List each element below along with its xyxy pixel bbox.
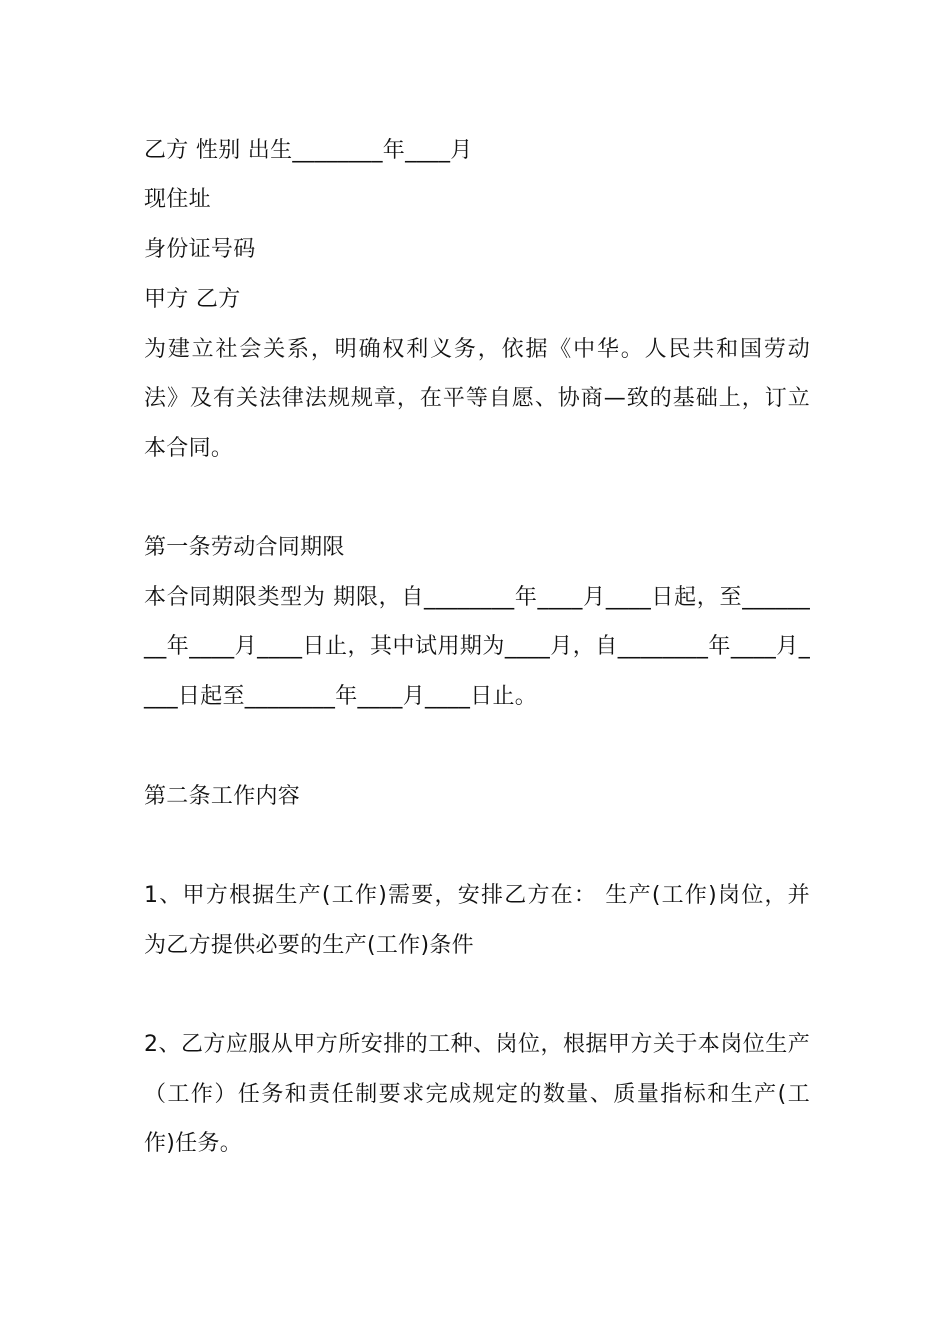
- article-1-line-1: 本合同期限类型为 期限，自________年____月____日起，至______: [144, 585, 810, 610]
- article-1-line-2: __年____月____日止，其中试用期为____月，自________年____月_: [144, 634, 810, 659]
- preamble-line-1: 为建立社会关系，明确权利义务，依据《中华。人民共和国劳动: [144, 337, 810, 362]
- article-1-line-3: ___日起至________年____月____日止。: [144, 684, 538, 709]
- party-b-birth-line: 乙方 性别 出生________年____月: [144, 138, 473, 163]
- clause-1-line-1: 1、甲方根据生产(工作)需要，安排乙方在： 生产(工作)岗位，并: [144, 883, 810, 908]
- article-2-heading: 第二条工作内容: [144, 784, 301, 809]
- id-number-line: 身份证号码: [144, 237, 256, 262]
- clause-2-line-3: 作)任务。: [144, 1131, 243, 1156]
- current-address-line: 现住址: [144, 187, 211, 212]
- preamble-line-3: 本合同。: [144, 436, 234, 461]
- article-1-heading: 第一条劳动合同期限: [144, 535, 345, 560]
- clause-1-line-2: 为乙方提供必要的生产(工作)条件: [144, 933, 474, 958]
- clause-2-line-1: 2、乙方应服从甲方所安排的工种、岗位，根据甲方关于本岗位生产: [144, 1032, 810, 1057]
- parties-line: 甲方 乙方: [144, 287, 241, 312]
- clause-2-line-2: （工作）任务和责任制要求完成规定的数量、质量指标和生产(工: [144, 1082, 810, 1107]
- preamble-line-2: 法》及有关法律法规规章，在平等自愿、协商—致的基础上，订立: [144, 386, 810, 411]
